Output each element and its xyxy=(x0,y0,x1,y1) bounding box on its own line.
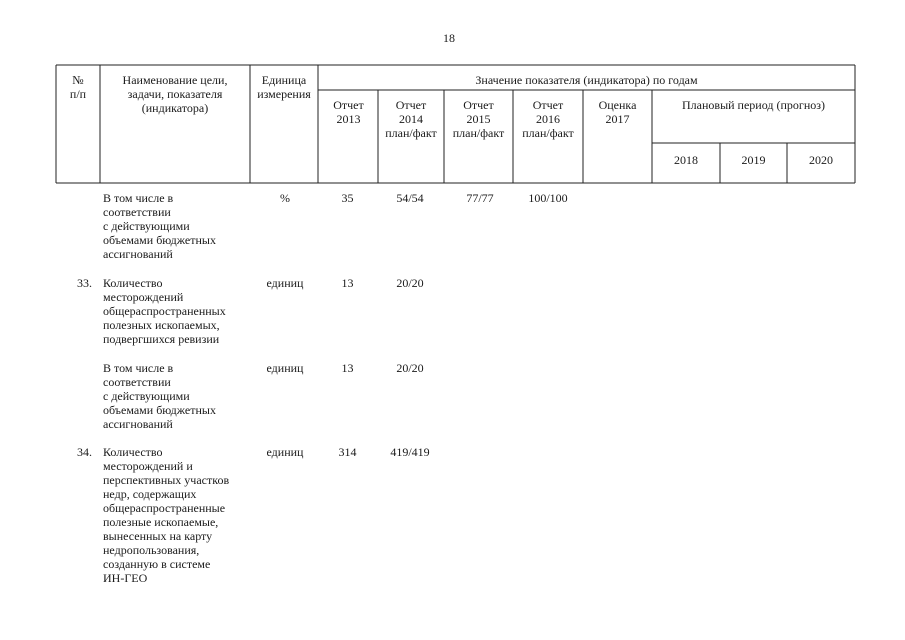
row-value-2013: 13 xyxy=(341,276,354,290)
row-unit: % xyxy=(280,191,290,205)
row-unit: единиц xyxy=(266,361,304,375)
row-num: 33. xyxy=(77,276,92,290)
page-number: 18 xyxy=(443,31,455,45)
header-2020: 2020 xyxy=(809,153,833,167)
header-2015: Отчет 2015 план/факт xyxy=(452,98,505,140)
header-num: № п/п xyxy=(69,73,87,101)
header-2017: Оценка 2017 xyxy=(598,98,637,126)
row-value-2013: 13 xyxy=(341,361,354,375)
header-2014: Отчет 2014 план/факт xyxy=(385,98,437,140)
header-name: Наименование цели, задачи, показателя (индикатора) xyxy=(122,73,228,115)
row-num: 34. xyxy=(77,445,92,459)
row-value-2013: 314 xyxy=(338,445,357,459)
header-plan-group: Плановый период (прогноз) xyxy=(682,98,825,112)
header-2018: 2018 xyxy=(674,153,698,167)
row-name: В том числе в соответствии с действующими объемами бюджетных ассигнований xyxy=(103,191,216,261)
header-values-group: Значение показателя (индикатора) по годам xyxy=(475,73,698,87)
row-value-2016: 100/100 xyxy=(528,191,568,205)
row-value-2013: 35 xyxy=(341,191,354,205)
row-value-2015: 77/77 xyxy=(466,191,494,205)
header-2013: Отчет 2013 xyxy=(333,98,364,126)
row-value-2014: 419/419 xyxy=(390,445,430,459)
header-2016: Отчет 2016 план/факт xyxy=(522,98,574,140)
row-unit: единиц xyxy=(266,445,304,459)
row-name: В том числе в соответствии с действующими объемами бюджетных ассигнований xyxy=(103,361,216,431)
row-name: Количество месторождений общераспространенных полезных ископаемых, подвергшихся ревизии xyxy=(103,276,226,346)
row-value-2014: 54/54 xyxy=(396,191,424,205)
header-2019: 2019 xyxy=(741,153,766,167)
header-unit: Единица измерения xyxy=(257,73,311,101)
row-name: Количество месторождений и перспективных участков недр, содержащих общераспространенные полезные ископаемые, вынесенных на карту недропользования, созданную в системе ИН-ГЕО xyxy=(103,445,230,585)
row-value-2014: 20/20 xyxy=(396,276,424,290)
row-value-2014: 20/20 xyxy=(396,361,424,375)
row-unit: единиц xyxy=(266,276,304,290)
